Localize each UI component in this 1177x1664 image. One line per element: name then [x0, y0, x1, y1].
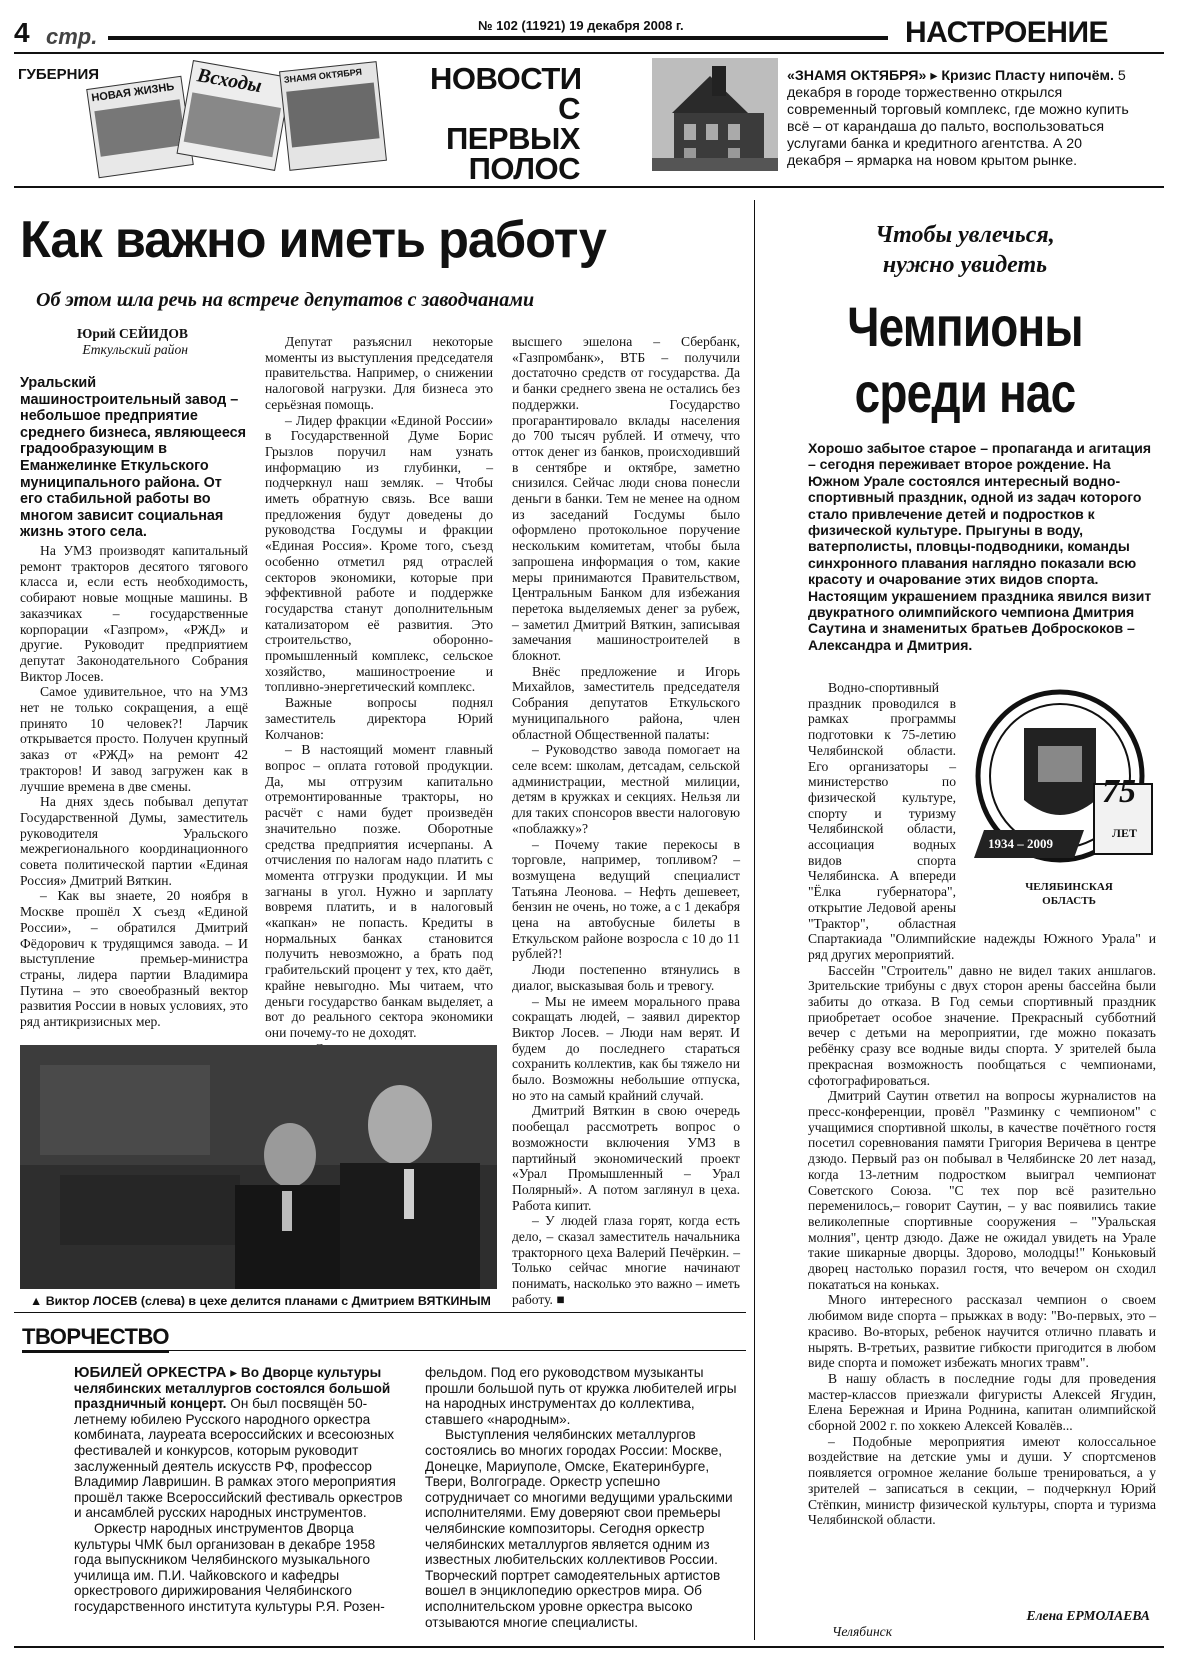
- article3-text-1: Он был посвящён 50-летнему юбилею Русского народного оркестра комбината, лауреата всероссийских и всесоюзных фестивалей и конкурсов, которым руководит заслуженный деятель искусств РФ, профессор Владимир Лавришин. В рамках этого мероприятия прошёл также Всероссийский фестиваль оркестров и ансамблей русских народных инструментов.: [74, 1396, 403, 1521]
- article2-para: Бассейн "Строитель" давно не видел таких аншлагов. Зрительские трибуны с двух сторон арены бассейна были забиты до отказа. В Год семьи спортивный праздник приобретает особое значение. Прекрасный субботний вечер с детьми на мероприятии, где можно показать ребёнку сразу все водные виды спорта. У зрителей была прекрасная возможность пообщаться с чемпионами, сфотографироваться.: [808, 962, 1156, 1088]
- article1-col2-para: Депутат разъяснил некоторые моменты из выступления председателя правительства. Например, о снижении налоговой нагрузки. Для бизнеса это серьёзная помощь.: [265, 334, 493, 412]
- article2-narrow-text: [808, 680, 1156, 1528]
- news-strip-title-line-2: С ПЕРВЫХ: [445, 91, 580, 156]
- article1-photo-caption: ▲ Виктор ЛОСЕВ (слева) в цехе делится планами с Дмитрием ВЯТКИНЫМ: [30, 1294, 491, 1308]
- article2-para: – Подобные мероприятия имеют колоссальное воздействие на детские умы и души. У спортсменов появляется огромное желание больше тренироваться, а у зрителей – записаться в секции, – подчеркнул Юрий Стёпкин, министр физической культуры, спорта и туризма Челябинской области.: [808, 1433, 1156, 1528]
- article3-text-3: фельдом. Под его руководством музыканты прошли большой путь от кружка любителей игры на народных инструментах до коллектива, ставшего «народным».: [425, 1365, 737, 1427]
- news-strip-title: [430, 61, 582, 186]
- newspaper-collage: [88, 60, 428, 185]
- article2-kicker-line-2: нужно увидеть: [882, 252, 1048, 278]
- rubric-label: ТВОРЧЕСТВО: [22, 1324, 169, 1353]
- column-divider: [754, 200, 755, 1640]
- header-rule: [108, 36, 888, 40]
- article3-text-2: Оркестр народных инструментов Дворца культуры ЧМК был организован в декабре 1958 года выпускником Челябинского музыкального училища им. П.И. Чайковского и кафедры оркестрового дирижирования Челябинского государственного института культуры Р.Я. Розен-: [74, 1520, 385, 1614]
- article1-lead: Уральский машиностроительный завод – небольшое предприятие среднего бизнеса, являющееся градообразующим в Еманжелинке Еткульского муниципального района. От его стабильной работы во многом зависит социальная жизнь этого села.: [20, 375, 247, 541]
- article3-kicker-arrow: ▸: [230, 1365, 241, 1380]
- article2-title: [822, 294, 1109, 426]
- article1-col2-para: – В настоящий момент главный вопрос – оплата готовой продукции. Да, мы отгрузим капитально отремонтированные тракторы, но расчёт с нами будет произведён значительно позже. Оборотные средства предприятия исчерпаны. А отчисления по налогам надо платить с момента отгрузки продукции. И мы загнаны в угол. Нужно и зарплату вовремя платить, и в налоговый «капкан» не попасть. Кредиты в нормальных банках становится получить невозможно, а брать под грабительский процент у тех, кто даёт, крайне невыгодно. Мы читаем, что деньги государство банкам выделяет, а вот до реального сектора экономики они почему-то не доходят.: [265, 742, 493, 1040]
- article1-col3-para: – Мы не имеем морального права сокращать людей, – заявил директор Виктор Лосев. – Люди нам верят. И будем до последнего стараться сохранить коллектив, как бы тяжело ни было. Возможны небольшие отпуска, но это на самый крайний случай.: [512, 993, 740, 1103]
- news-item-text: 5 декабря в городе торжественно открылся современный торговый комплекс, где можно купить всё – от карандаша до пальто, воспользоваться услугами банка и кредитного агентства. А 20 декабря – ярмарка на новом крытом рынке.: [787, 68, 1129, 169]
- article1-author-place: Еткульский район: [82, 342, 188, 357]
- article2-lead: Хорошо забытое старое – пропаганда и агитация – сегодня переживает второе рождение. На Южном Урале состоялся интересный водно-спортивный праздник, одной из задач которого стало привлечение детей и подростков к физической культуре. Прыгуны в воду, ватерполисты, пловцы-подводники, команды синхронного плавания наглядно показали всю красоту и очарование этих видов спорта. Настоящим украшением праздника явился визит двукратного олимпийского чемпиона Дмитрия Саутина и знаменитых братьев Доброскоков – Александра и Дмитрия.: [808, 440, 1152, 653]
- article1-author: Юрий СЕЙИДОВ: [77, 326, 188, 341]
- article2-para: Дмитрий Саутин ответил на вопросы журналистов на пресс-конференции, провёл "Разминку с чемпионом" с учащимися спортивной школы, в качестве почётного гостя посетил соревнования памяти Григория Веричева в центре дзюдо. Первый раз он побывал в Челябинске 20 лет назад, когда 13-летним подростком выиграл чемпионат Советского Союза. "С тех пор всё разительно переменилось,– говорит Саутин, – у вас появились такие великолепные спортивные сооружения – "Уральская молния", центр дзюдо. Даже не ожидал увидеть на Урале такие шикарные дворцы. Здорово, молодцы!" Коньковый дворец настолько поразил гостя, что вечером он сходил покататься на коньках.: [808, 1088, 1156, 1292]
- article3-column-2: [425, 1365, 745, 1630]
- article2-para: В нашу область в последние годы для проведения мастер-классов приезжали фигуристы Алексей Ягудин, Елена Бережная и Ирина Роднина, капитан олимпийской сборной 2002 г. по хоккею Алексей Ковалёв...: [808, 1370, 1156, 1434]
- article1-col1-para: На днях здесь побывал депутат Государственной Думы, заместитель руководителя Уральского межрегионального координационного совета политической партии «Единая Россия» Дмитрий Вяткин.: [20, 794, 248, 888]
- article1-column-1: [20, 543, 248, 1030]
- news-strip-title-line-3: ПОЛОС: [468, 151, 580, 186]
- page-number: [14, 18, 30, 48]
- factory-photo: [20, 1045, 497, 1289]
- article1-col3-para: – Руководство завода помогает на селе всем: школам, детсадам, сельской администрации, местной милиции, детям в кружках и секциях. Нельзя ли для таких спонсоров ввести налоговую «поблажку»?: [512, 742, 740, 836]
- emblem-label: ЛЕТ: [1112, 826, 1137, 840]
- page-label: стр.: [46, 24, 98, 49]
- article2-title-line-1: Чемпионы: [847, 295, 1083, 358]
- issue-line: № 102 (11921) 19 декабря 2008 г.: [478, 18, 684, 33]
- article3-text-4: Выступления челябинских металлургов состоялись во многих городах России: Москве, Донецке, Мариуполе, Омске, Екатеринбурге, Твери, Волгограде. Оркестр успешно сотрудничает со многими ведущими уральскими исполнителями. Ему доверяют свои премьеры челябинские композиторы. Сегодня оркестр челябинских металлургов является одним из известных любительских коллективов России. Творческий портрет самодеятельных артистов вошел в энциклопедию оркестров мира. Об исполнительском уровне оркестра высоко отзываются многие специалисты.: [425, 1427, 733, 1630]
- article1-col3-para: – У людей глаза горят, когда есть дело, – сказал заместитель начальника тракторного цеха Валерий Печёркин. – Только сейчас многие начинают понимать, насколько это важно – иметь работу. ■: [512, 1213, 740, 1307]
- article1-column-2: [265, 334, 493, 1072]
- article2-para: Водно-спортивный праздник проводился в рамках программы подготовки к 75-летию Челябинской области. Его организаторы – министерство по физической культуре, спорту и туризму Челябинской области, ассоциация водных видов спорта Челябинска. А впереди "Ёлка губернатора", открытие Ледовой арены "Трактор", областная Спартакиада "Олимпийские надежды Южного Урала" и ряд других мероприятий.: [808, 680, 1156, 962]
- building-photo: [652, 58, 778, 171]
- header-bottom-rule: [14, 52, 1164, 54]
- article1-bottom-rule: [14, 1312, 746, 1313]
- article3-lead: Во Дворце культуры челябинских металлургов состоялся большой праздничный концерт.: [74, 1365, 391, 1412]
- article1-col3-para: Дмитрий Вяткин в свою очередь пообещал рассмотреть вопрос о возможности включения УМЗ в партийный экономический проект «Урал Промышленный – Урал Полярный». А потом заглянул в цеха. Работа кипит.: [512, 1103, 740, 1213]
- page-bottom-rule: [14, 1646, 1164, 1648]
- paper-thumb-1: [86, 76, 194, 178]
- article1-col2-para: Важные вопросы поднял заместитель директора Юрий Колчанов:: [265, 695, 493, 742]
- rubric-rule: [154, 1350, 746, 1351]
- article1-col1-para: На УМЗ производят капитальный ремонт тракторов десятого тягового класса и, если есть необходимость, собирают новые мощные машины. В заказчиках – государственные корпорации «Газпром», «РЖД» и другие. Руководит предприятием депутат Законодательного Собрания Виктор Лосев.: [20, 543, 248, 684]
- article1-col3-para: – Почему такие перекосы в торговле, например, топливом? – возмущена ведущий специалист Татьяна Леонова. – Нефть дешевеет, бензин не очень, но тоже, а с 1 декабря цена на автобусные билеты в Еткульском районе возросла с 10 до 11 рублей?!: [512, 836, 740, 962]
- emblem: [964, 680, 1156, 920]
- news-item-arrow: ▸: [930, 68, 942, 84]
- article2-para: Много интересного рассказал чемпион о своем любимом виде спорта – прыжках в воду: "Во-первых, это – красиво. Во-вторых, ребенок научится отлично плавать и нырять. В-третьих, развитие гибкости пригодится в любом виде спорта и поможет избежать многих травм".: [808, 1292, 1156, 1371]
- article1-col1-para: Самое удивительное, что на УМЗ нет не только сокращения, а ещё принято 10 человек?! Ларчик открывается просто. Получен крупный заказ от «РЖД» на ремонт 42 тракторов! И завод загружен как в лучшие времена в две смены.: [20, 684, 248, 794]
- emblem-region: ЧЕЛЯБИНСКАЯ ОБЛАСТЬ: [1025, 881, 1113, 907]
- news-item: [787, 68, 1135, 170]
- article1-col2-para: – Лидер фракции «Единой России» в Государственной Думе Борис Грызлов поручил нам узнать информацию из глубинки, – подчеркнул наш земляк. – Чтобы иметь обратную связь. Все ваши предложения будут доведены до руководства Госдумы и фракции «Единая Россия». Кроме того, съезд особенно отметил ряд отраслей секторов экономики, которые при эффективной работе и поддержке государства станут дополнительным катализатором её развития. Это строительство, оборонно-промышленный комплекс, сельское хозяйство, машиностроение и топливно-энергетический комплекс.: [265, 412, 493, 695]
- news-strip-title-line-1: НОВОСТИ: [430, 61, 582, 96]
- paper-thumb-2-title: Всходы: [195, 64, 264, 98]
- article1-photo: [20, 1045, 497, 1289]
- article1-col3-para: Внёс предложение и Игорь Михайлов, заместитель председателя Собрания депутатов Еткульского муниципального района, член областной Общественной палаты:: [512, 663, 740, 742]
- article2-kicker: [800, 220, 1130, 280]
- article1-subtitle: Об этом шла речь на встрече депутатов с заводчанами: [36, 289, 535, 311]
- article1-col3-para: Люди постепенно втянулись в диалог, высказывая боль и тревогу.: [512, 962, 740, 993]
- news-item-source: «ЗНАМЯ ОКТЯБРЯ»: [787, 68, 927, 84]
- page-number-value: 4: [14, 17, 30, 48]
- news-strip-bottom-rule: [14, 186, 1164, 188]
- article2-title-line-2: среди нас: [854, 361, 1076, 424]
- paper-thumb-3: [279, 61, 387, 171]
- article1-byline: [20, 326, 188, 358]
- news-item-title: Кризис Пласту нипочём.: [941, 68, 1114, 84]
- article3-column-1: [74, 1365, 404, 1615]
- article1-column-3: [512, 334, 740, 1308]
- region-label: ГУБЕРНИЯ: [18, 66, 100, 83]
- article1-title: Как важно иметь работу: [20, 211, 606, 269]
- paper-thumb-2: [177, 60, 292, 171]
- emblem-years: 1934 – 2009: [988, 836, 1053, 851]
- article2-kicker-line-1: Чтобы увлечься,: [875, 222, 1055, 248]
- article2-author: Елена ЕРМОЛАЕВА: [1026, 1608, 1150, 1623]
- paper-thumb-1-title: НОВАЯ ЖИЗНЬ: [90, 80, 175, 105]
- section-title: НАСТРОЕНИЕ: [905, 16, 1109, 49]
- paper-thumb-3-title: ЗНАМЯ ОКТЯБРЯ: [283, 66, 363, 85]
- building-illustration: [652, 58, 778, 171]
- article3-kicker: ЮБИЛЕЙ ОРКЕСТРА: [74, 1364, 227, 1381]
- emblem-number: 75: [1102, 773, 1136, 810]
- article2-place: Челябинск: [832, 1624, 893, 1639]
- article1-col3-para: высшего эшелона – Сбербанк, «Газпромбанк», ВТБ – получили достаточно средств от государства. Да и банки среднего звена не остались без поддержки. Государство прогарантировало вклады населения до 700 тысяч рублей. И отмечу, что отток денег из банков, происходивший в сентябре и октябре, заметно снизился. Сейчас люди снова понесли деньги в банки. Тем не менее на одном из заседаний Госдумы было оформлено протокольное поручение нескольким комитетам, чтобы была запрошена информация о том, какие меры принимаются Правительством, Центральным Банком для избежания перетока выделяемых денег за рубеж, – заметил Дмитрий Вяткин, записывая замечания машиностроителей в блокнот.: [512, 334, 740, 664]
- article1-col1-para: – Как вы знаете, 20 ноября в Москве прошёл Х съезд «Единой России», – обратился Дмитрий Фёдорович к трудящимся завода. – И выступление премьер-министра страны, лидера партии Владимира Путина – это своеобразный вектор развития России в новых условиях, это ряд антикризисных мер.: [20, 888, 248, 1030]
